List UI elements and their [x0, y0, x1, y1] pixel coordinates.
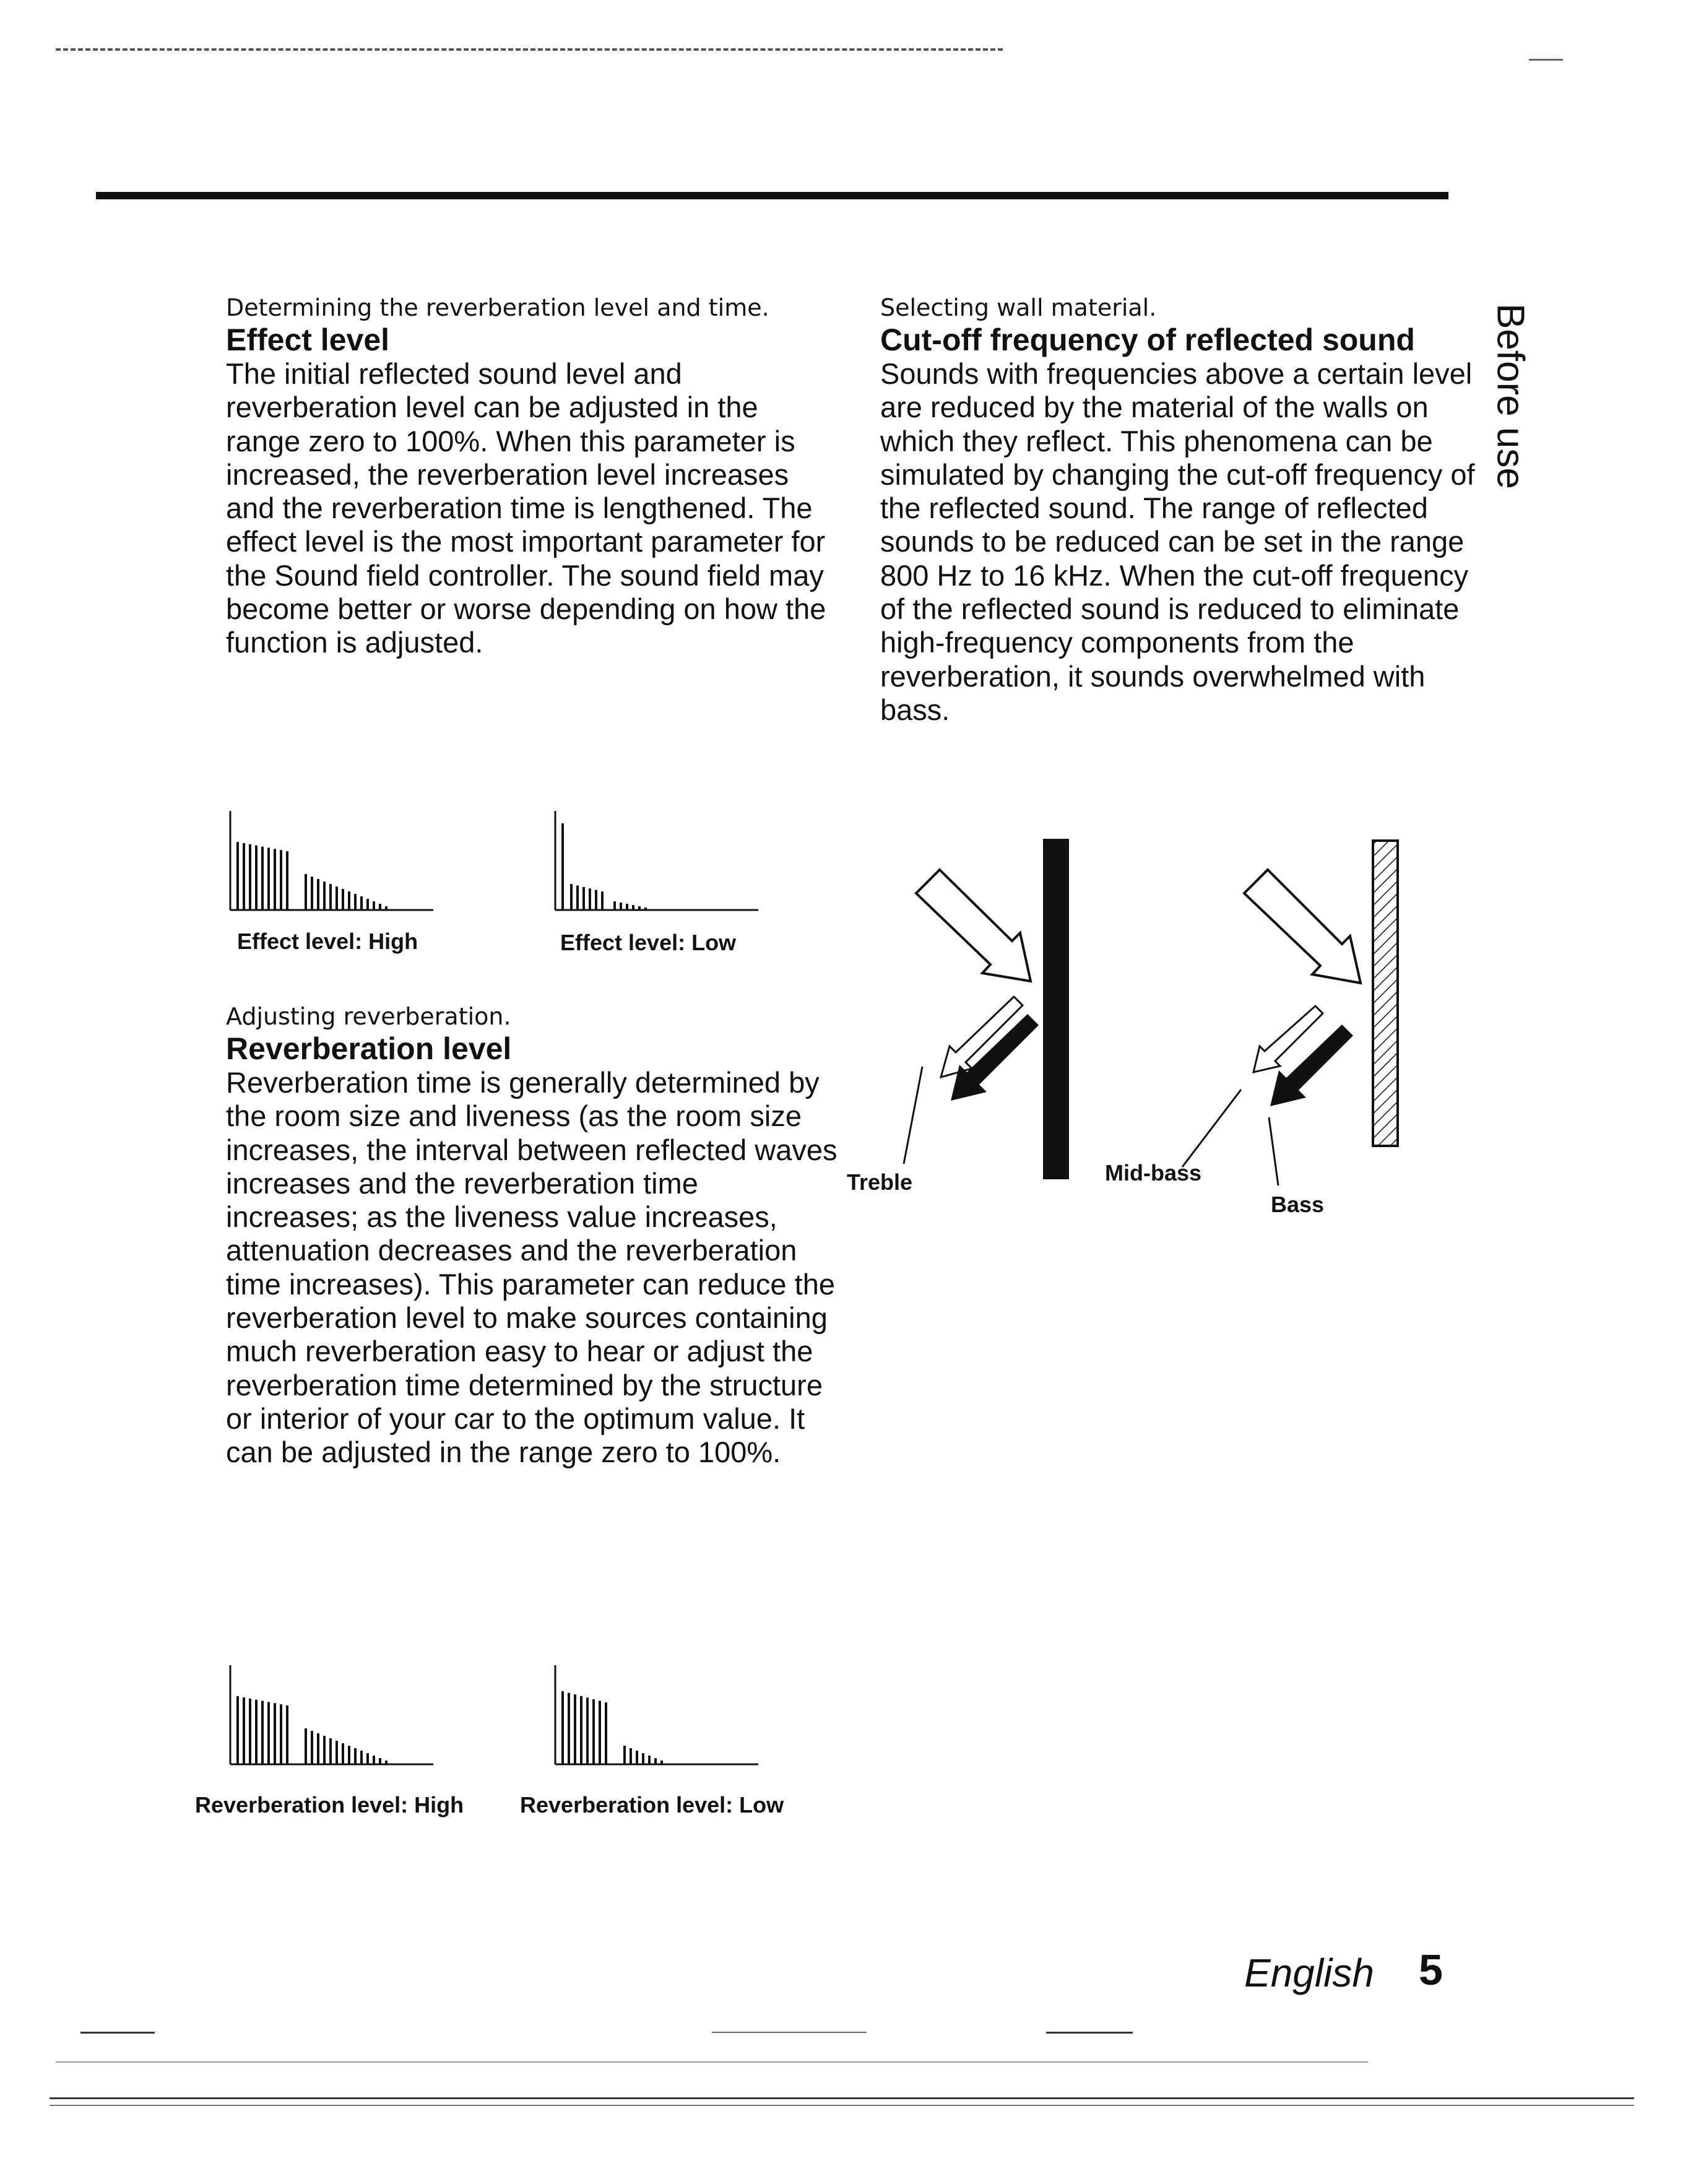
effect-level-high-graph	[223, 805, 439, 916]
footer-rule	[50, 2097, 1634, 2099]
hard-wall	[1043, 839, 1069, 1179]
effect-level-heading: Effect level	[226, 323, 390, 357]
effect-level-high-caption: Effect level: High	[237, 929, 418, 954]
footer-scan-mark	[712, 2032, 867, 2033]
footer-scan-mark	[1046, 2032, 1133, 2034]
cutoff-frequency-kicker: Selecting wall material.	[880, 294, 1157, 321]
mid-bass-label: Mid-bass	[1105, 1160, 1202, 1185]
header-rule	[96, 192, 1448, 199]
effect-level-kicker: Determining the reverberation level and time.	[226, 294, 769, 321]
cutoff-frequency-section	[880, 293, 1493, 727]
incident-sound-arrow-left	[916, 870, 1031, 981]
effect-level-section	[226, 293, 839, 660]
reverberation-level-low-caption: Reverberation level: Low	[520, 1792, 784, 1818]
effect-level-low-graph	[548, 805, 764, 916]
page-number: 5	[1419, 1946, 1443, 1994]
reverberation-level-high-caption: Reverberation level: High	[195, 1792, 464, 1818]
effect-level-body: The initial reflected sound level and reverberation level can be adjusted in the range zero to 100%. When this parameter is increased, the reverberation level increases and the reverberation time is lengthened. The effect level is the most important parameter for the Sound field controller. The sound field may become better or worse depending on how the function is adjusted.	[226, 357, 826, 659]
section-tab	[1486, 291, 1535, 501]
bass-label: Bass	[1271, 1192, 1325, 1217]
cutoff-frequency-body: Sounds with frequencies above a certain level are reduced by the material of the walls on which they reflect. This phenomena can be simulated by changing the cut-off frequency of the reflected sound. The range of reflected sounds to be reduced can be set in the range 800 Hz to 16 kHz. When the cut-off frequency of the reflected sound is reduced to eliminate high-frequency components from the reverberation, it sounds overwhelmed with bass.	[880, 357, 1475, 726]
effect-level-low-caption: Effect level: Low	[560, 930, 737, 955]
footer-rule	[50, 2105, 1634, 2106]
cutoff-frequency-heading: Cut-off frequency of reflected sound	[880, 323, 1415, 357]
top-scan-line	[56, 48, 1003, 51]
reverberation-level-low-graph	[548, 1659, 764, 1770]
footer-rule	[56, 2061, 1368, 2063]
incident-sound-arrow-right	[1244, 870, 1361, 983]
reverberation-level-high-graph	[223, 1659, 439, 1770]
reverberation-level-kicker: Adjusting reverberation.	[226, 1003, 511, 1030]
graph-axes	[555, 1665, 758, 1764]
reverberation-level-body: Reverberation time is generally determined by the room size and liveness (as the room size increases, the interval between reflected waves increases and the reverberation time increases; as the liveness value increases, attenuation decreases and the reverberation time increases). This parameter can reduce the reverberation level to make sources containing much reverberation easy to hear or adjust the reverberation time determined by the structure or interior of your car to the optimum value. It can be adjusted in the range zero to 100%.	[226, 1066, 838, 1469]
reverberation-level-heading: Reverberation level	[226, 1031, 512, 1066]
footer-scan-mark	[80, 2032, 155, 2034]
soft-wall	[1373, 841, 1398, 1146]
graph-axes	[555, 811, 758, 910]
wall-reflection-diagram	[842, 823, 1424, 1244]
section-tab-label: Before use	[1489, 303, 1532, 489]
reverberation-level-section	[226, 1002, 839, 1470]
footer-language: English	[1244, 1951, 1374, 1995]
treble-label: Treble	[847, 1169, 913, 1195]
top-scan-mark	[1529, 59, 1563, 61]
